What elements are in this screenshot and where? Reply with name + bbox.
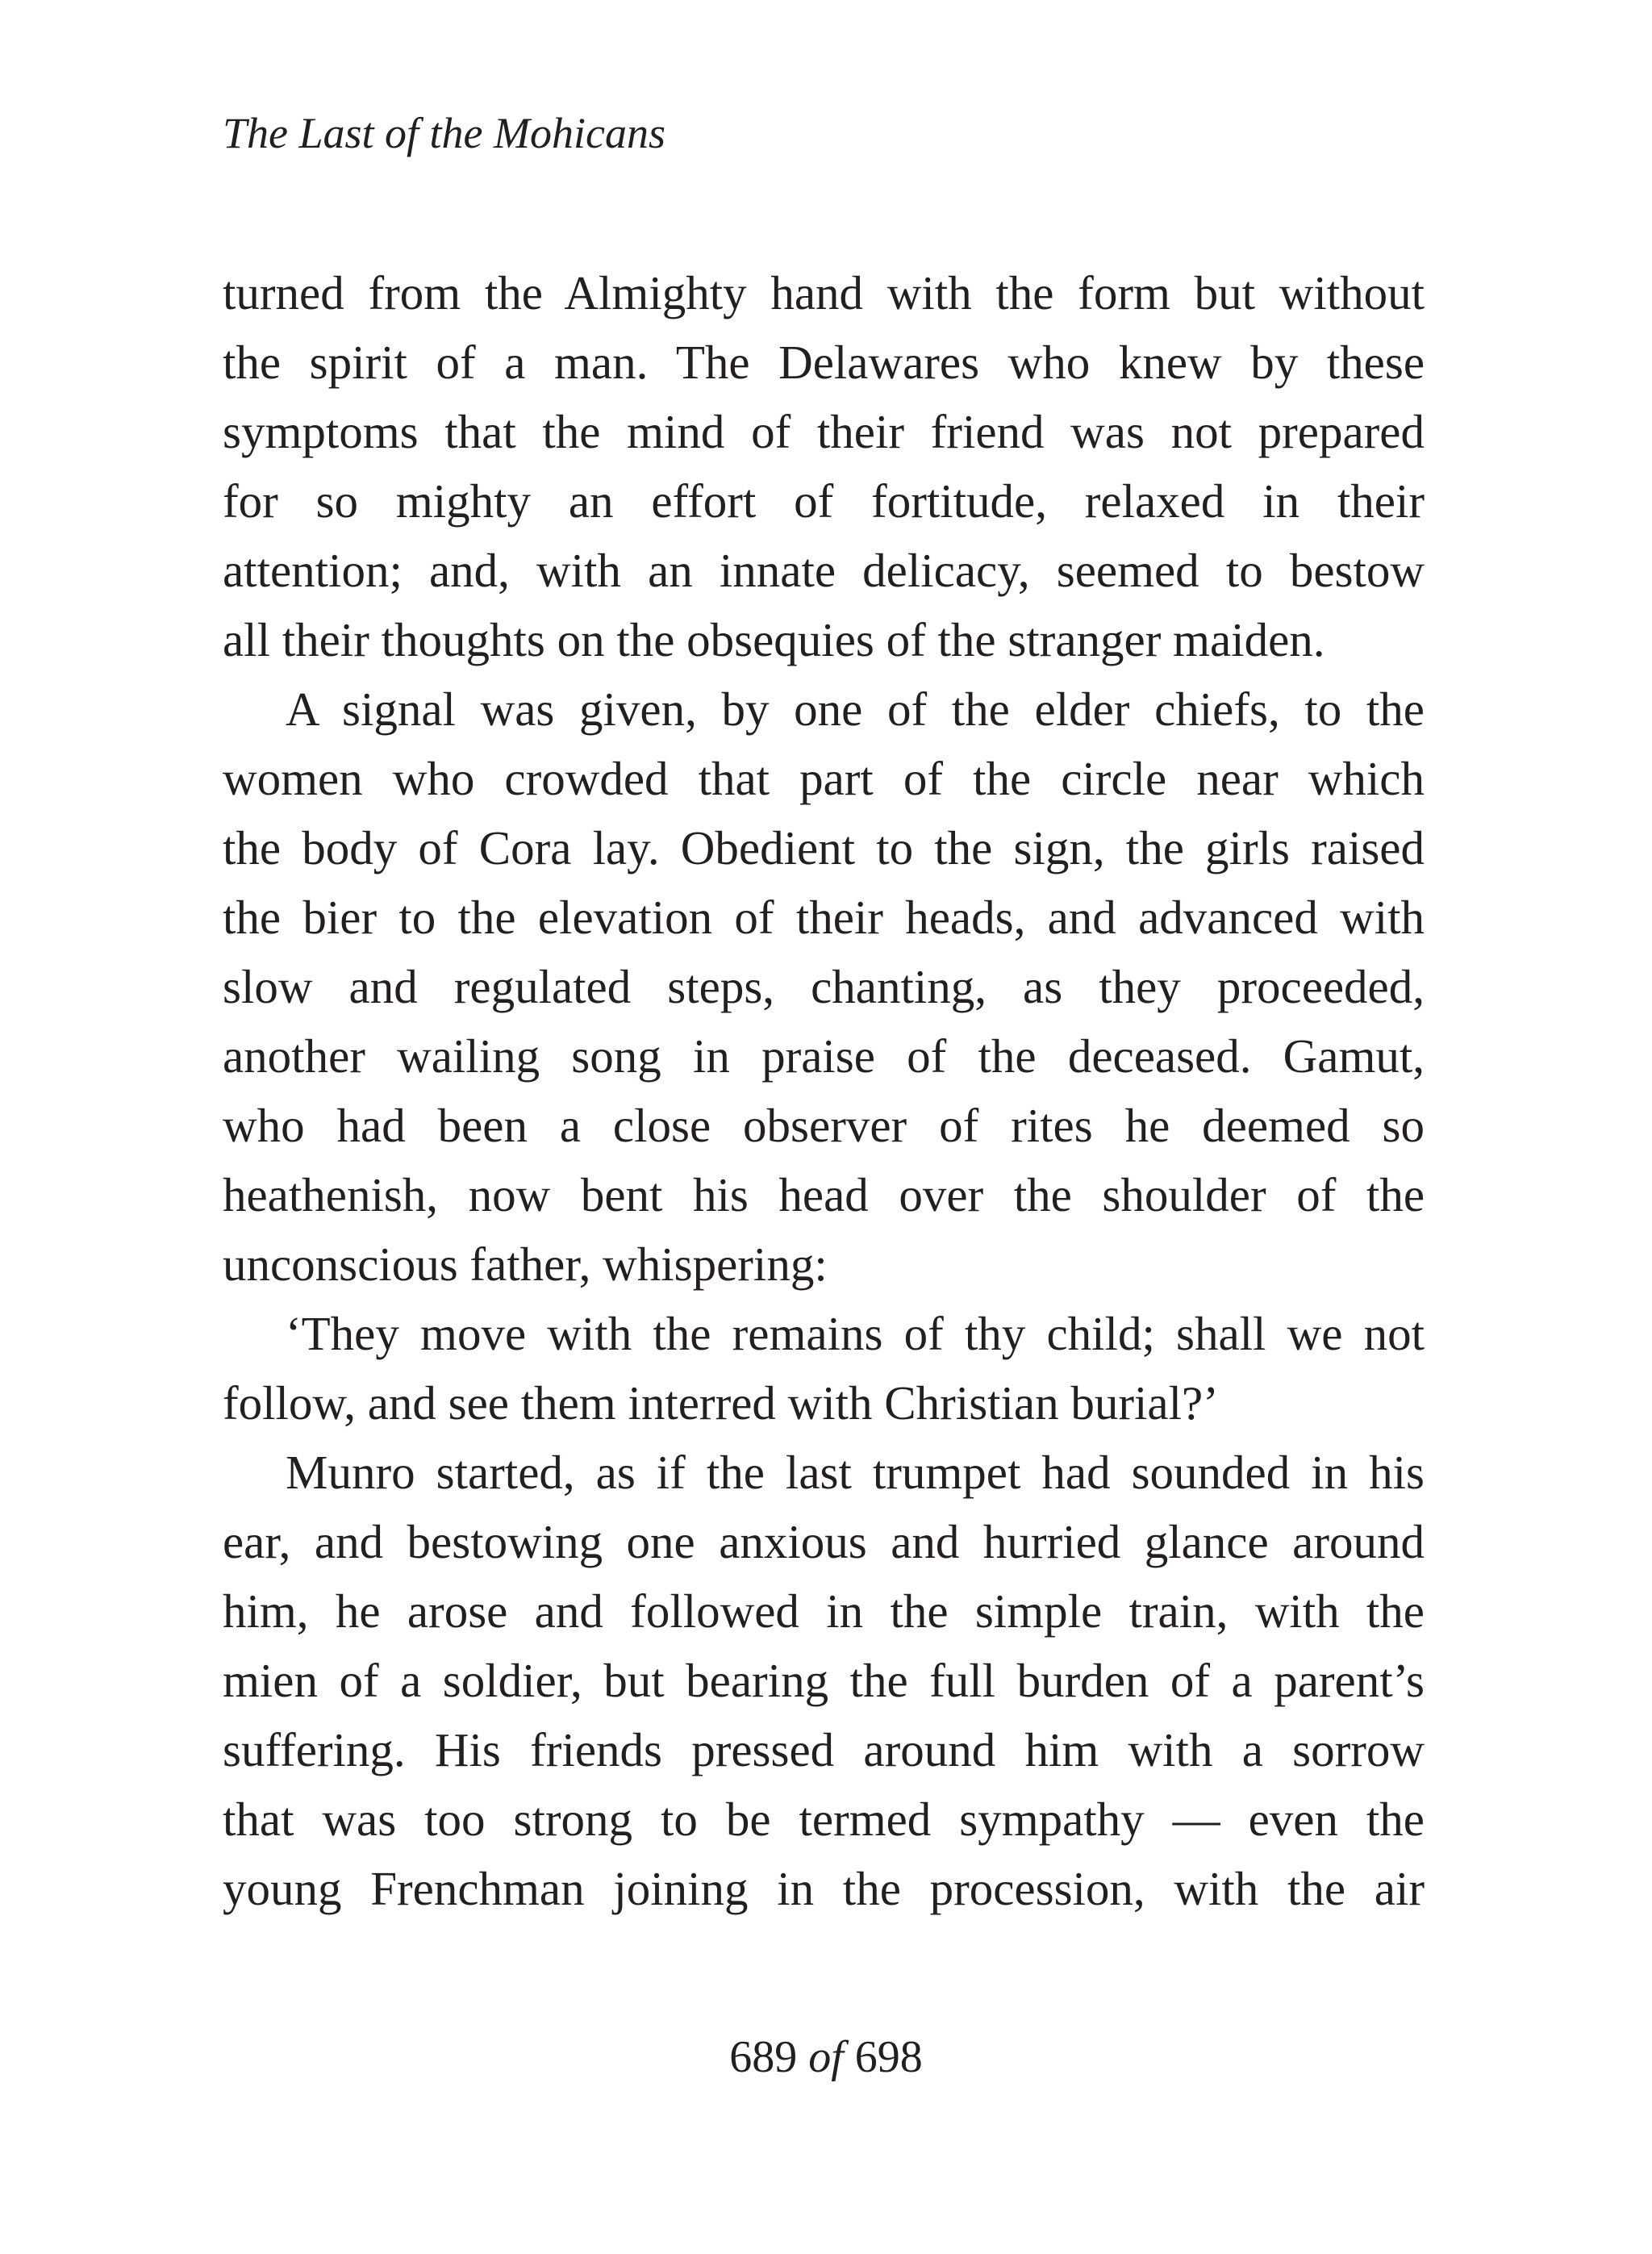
text-line: him, he arose and followed in the simple train, with the	[223, 1584, 1425, 1638]
text-line: symptoms that the mind of their friend was not prepared	[223, 405, 1425, 458]
text-line: for so mighty an effort of fortitude, relaxed in their	[223, 474, 1425, 528]
text-line: young Frenchman joining in the procession, with the air	[223, 1862, 1425, 1915]
text-line: ear, and bestowing one anxious and hurried glance around	[223, 1515, 1425, 1568]
paragraph	[223, 1438, 1425, 1923]
text-line: all their thoughts on the obsequies of the stranger maiden.	[223, 613, 1325, 666]
text-line: the body of Cora lay. Obedient to the sign, the girls raised	[223, 821, 1425, 874]
text-line: who had been a close observer of rites he deemed so	[223, 1099, 1425, 1152]
text-line: mien of a soldier, but bearing the full burden of a parent’s	[223, 1654, 1425, 1707]
body-text	[223, 258, 1425, 1923]
text-line: attention; and, with an innate delicacy, seemed to bestow	[223, 544, 1425, 597]
text-line: unconscious father, whispering:	[223, 1238, 828, 1291]
text-line: follow, and see them interred with Christian burial?’	[223, 1376, 1219, 1430]
text-line: another wailing song in praise of the deceased. Gamut,	[223, 1029, 1425, 1083]
text-line: Munro started, as if the last trumpet had sounded in his	[286, 1446, 1425, 1499]
text-line: the bier to the elevation of their heads, and advanced with	[223, 891, 1425, 944]
paragraph	[223, 674, 1425, 1299]
text-line: heathenish, now bent his head over the shoulder of the	[223, 1168, 1425, 1221]
text-line: the spirit of a man. The Delawares who knew by these	[223, 336, 1425, 389]
running-title: The Last of the Mohicans	[223, 109, 665, 157]
page-number	[0, 2029, 1652, 2085]
text-line: women who crowded that part of the circle near which	[223, 752, 1425, 805]
text-line: that was too strong to be termed sympathy — even the	[223, 1793, 1425, 1846]
text-line: turned from the Almighty hand with the form but without	[223, 266, 1425, 319]
text-line: ‘They move with the remains of thy child; shall we not	[286, 1307, 1425, 1360]
paragraph	[223, 258, 1425, 674]
current-page-number: 689	[729, 2032, 798, 2082]
page-of-label: of	[808, 2032, 844, 2082]
text-line: slow and regulated steps, chanting, as they proceeded,	[223, 960, 1425, 1013]
text-line: suffering. His friends pressed around him with a sorrow	[223, 1723, 1425, 1776]
total-pages-number: 698	[854, 2032, 923, 2082]
paragraph	[223, 1299, 1425, 1438]
text-line: A signal was given, by one of the elder chiefs, to the	[286, 682, 1425, 736]
